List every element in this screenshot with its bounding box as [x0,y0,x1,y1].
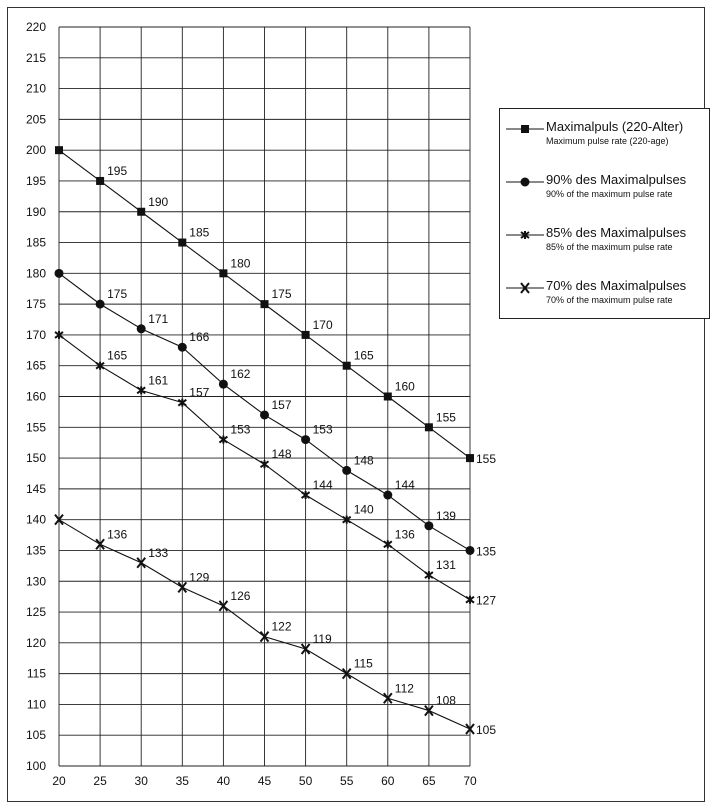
marker-circle [137,324,146,333]
legend-square-marker-icon [506,122,544,136]
data-label: 175 [271,287,292,302]
marker-star [219,436,227,444]
marker-square [261,300,269,308]
data-label: 139 [435,508,456,523]
legend-name: 85% des Maximalpulses [546,225,687,240]
marker-square [425,423,433,431]
data-label: 166 [189,330,210,345]
marker-square [384,393,392,401]
y-tick-label: 135 [25,543,46,558]
legend-subtitle: 90% of the maximum pulse rate [546,189,673,199]
marker-circle [96,300,105,309]
y-tick-label: 155 [25,420,46,435]
legend-item-90 [500,172,709,212]
data-label: 165 [353,348,374,363]
x-tick-label: 35 [175,774,189,788]
y-tick-label: 150 [25,451,46,466]
marker-square [343,362,351,370]
marker-square [302,331,310,339]
y-tick-label: 210 [25,81,46,96]
legend-subtitle: 85% of the maximum pulse rate [546,242,673,252]
legend-item-maximalpuls [500,119,709,159]
marker-square [137,208,145,216]
data-label: 133 [148,545,169,560]
y-tick-label: 100 [25,759,46,773]
x-tick-label: 55 [340,774,354,788]
x-tick-label: 65 [422,774,436,788]
data-label: 153 [312,422,333,437]
y-tick-label: 185 [25,235,46,250]
legend-item-85 [500,225,709,265]
data-label: 119 [312,631,332,646]
marker-square [178,239,186,247]
data-label: 153 [230,422,251,437]
marker-circle [424,521,433,530]
legend-name: Maximalpuls (220-Alter) [546,119,684,134]
x-tick-label: 20 [52,774,66,788]
marker-circle [342,466,351,475]
y-tick-label: 110 [26,697,46,712]
y-tick-label: 160 [25,389,46,404]
data-label: 190 [148,194,169,209]
marker-circle [260,410,269,419]
data-label: 180 [230,256,251,271]
data-label: 148 [271,447,292,462]
data-label: 162 [230,367,251,382]
y-tick-label: 115 [26,666,46,681]
x-tick-label: 45 [257,774,272,788]
marker-circle [466,546,475,555]
data-label: 135 [476,544,497,559]
y-tick-label: 130 [25,574,46,589]
marker-star [137,386,145,394]
data-label: 148 [353,453,374,468]
marker-square [96,177,104,185]
x-tick-label: 25 [93,774,107,788]
y-tick-label: 125 [25,605,46,620]
marker-star [425,571,433,579]
y-tick-label: 220 [25,20,46,34]
marker-square [55,146,63,154]
data-label: 129 [189,570,210,585]
data-labels [107,164,496,737]
marker-circle [219,380,228,389]
marker-circle [178,343,187,352]
legend-cross-marker-icon [506,281,544,295]
marker-star [178,399,186,407]
data-label: 131 [435,558,456,573]
x-tick-label: 60 [381,774,395,788]
y-tick-label: 120 [25,635,46,650]
x-tick-label: 50 [298,774,313,788]
legend-subtitle: 70% of the maximum pulse rate [546,295,673,305]
data-label: 108 [435,693,456,708]
data-label: 195 [107,163,128,178]
legend [499,108,710,319]
y-tick-label: 200 [25,143,46,158]
legend-name: 70% des Maximalpulses [546,278,687,293]
y-tick-label: 170 [25,327,46,342]
y-tick-label: 215 [25,50,46,65]
y-tick-label: 105 [25,728,46,743]
data-label: 175 [107,287,128,302]
data-label: 122 [271,619,292,634]
x-tick-label: 40 [216,774,231,788]
marker-star [302,491,310,499]
data-label: 105 [476,723,497,738]
x-tick-labels [52,774,477,788]
marker-star [261,460,269,468]
data-label: 170 [312,317,333,332]
y-tick-label: 205 [25,112,46,127]
data-label: 112 [394,681,414,696]
marker-circle [383,491,392,500]
data-label: 127 [476,593,497,608]
marker-circle [301,435,310,444]
marker-square [219,269,227,277]
data-label: 144 [312,478,333,493]
data-label: 144 [394,478,415,493]
data-label: 165 [107,348,128,363]
data-label: 155 [435,410,456,425]
data-label: 171 [148,311,169,326]
y-tick-label: 165 [25,358,46,373]
y-tick-label: 175 [25,297,46,312]
legend-star-marker-icon [506,228,544,242]
legend-circle-marker-icon [506,175,544,189]
data-label: 115 [353,656,373,671]
data-label: 157 [271,397,292,412]
data-label: 155 [476,452,497,467]
data-label: 136 [394,527,415,542]
x-tick-label: 30 [134,774,148,788]
data-label: 161 [148,373,169,388]
y-tick-label: 195 [25,173,46,188]
legend-item-70 [500,278,709,318]
data-label: 157 [189,385,210,400]
legend-name: 90% des Maximalpulses [546,172,687,187]
data-label: 140 [353,502,374,517]
grid [59,27,470,766]
data-label: 136 [107,527,128,542]
y-tick-label: 180 [25,266,46,281]
marker-square [466,454,474,462]
data-label: 185 [189,225,210,240]
y-tick-label: 190 [25,204,46,219]
y-tick-label: 145 [25,481,46,496]
data-label: 160 [394,379,415,394]
marker-circle [55,269,64,278]
y-tick-labels [26,20,46,773]
marker-star [384,540,392,548]
marker-star [466,596,474,604]
data-label: 126 [230,588,251,603]
y-tick-label: 140 [25,512,46,527]
legend-subtitle: Maximum pulse rate (220-age) [546,136,669,146]
x-tick-label: 70 [463,774,477,788]
